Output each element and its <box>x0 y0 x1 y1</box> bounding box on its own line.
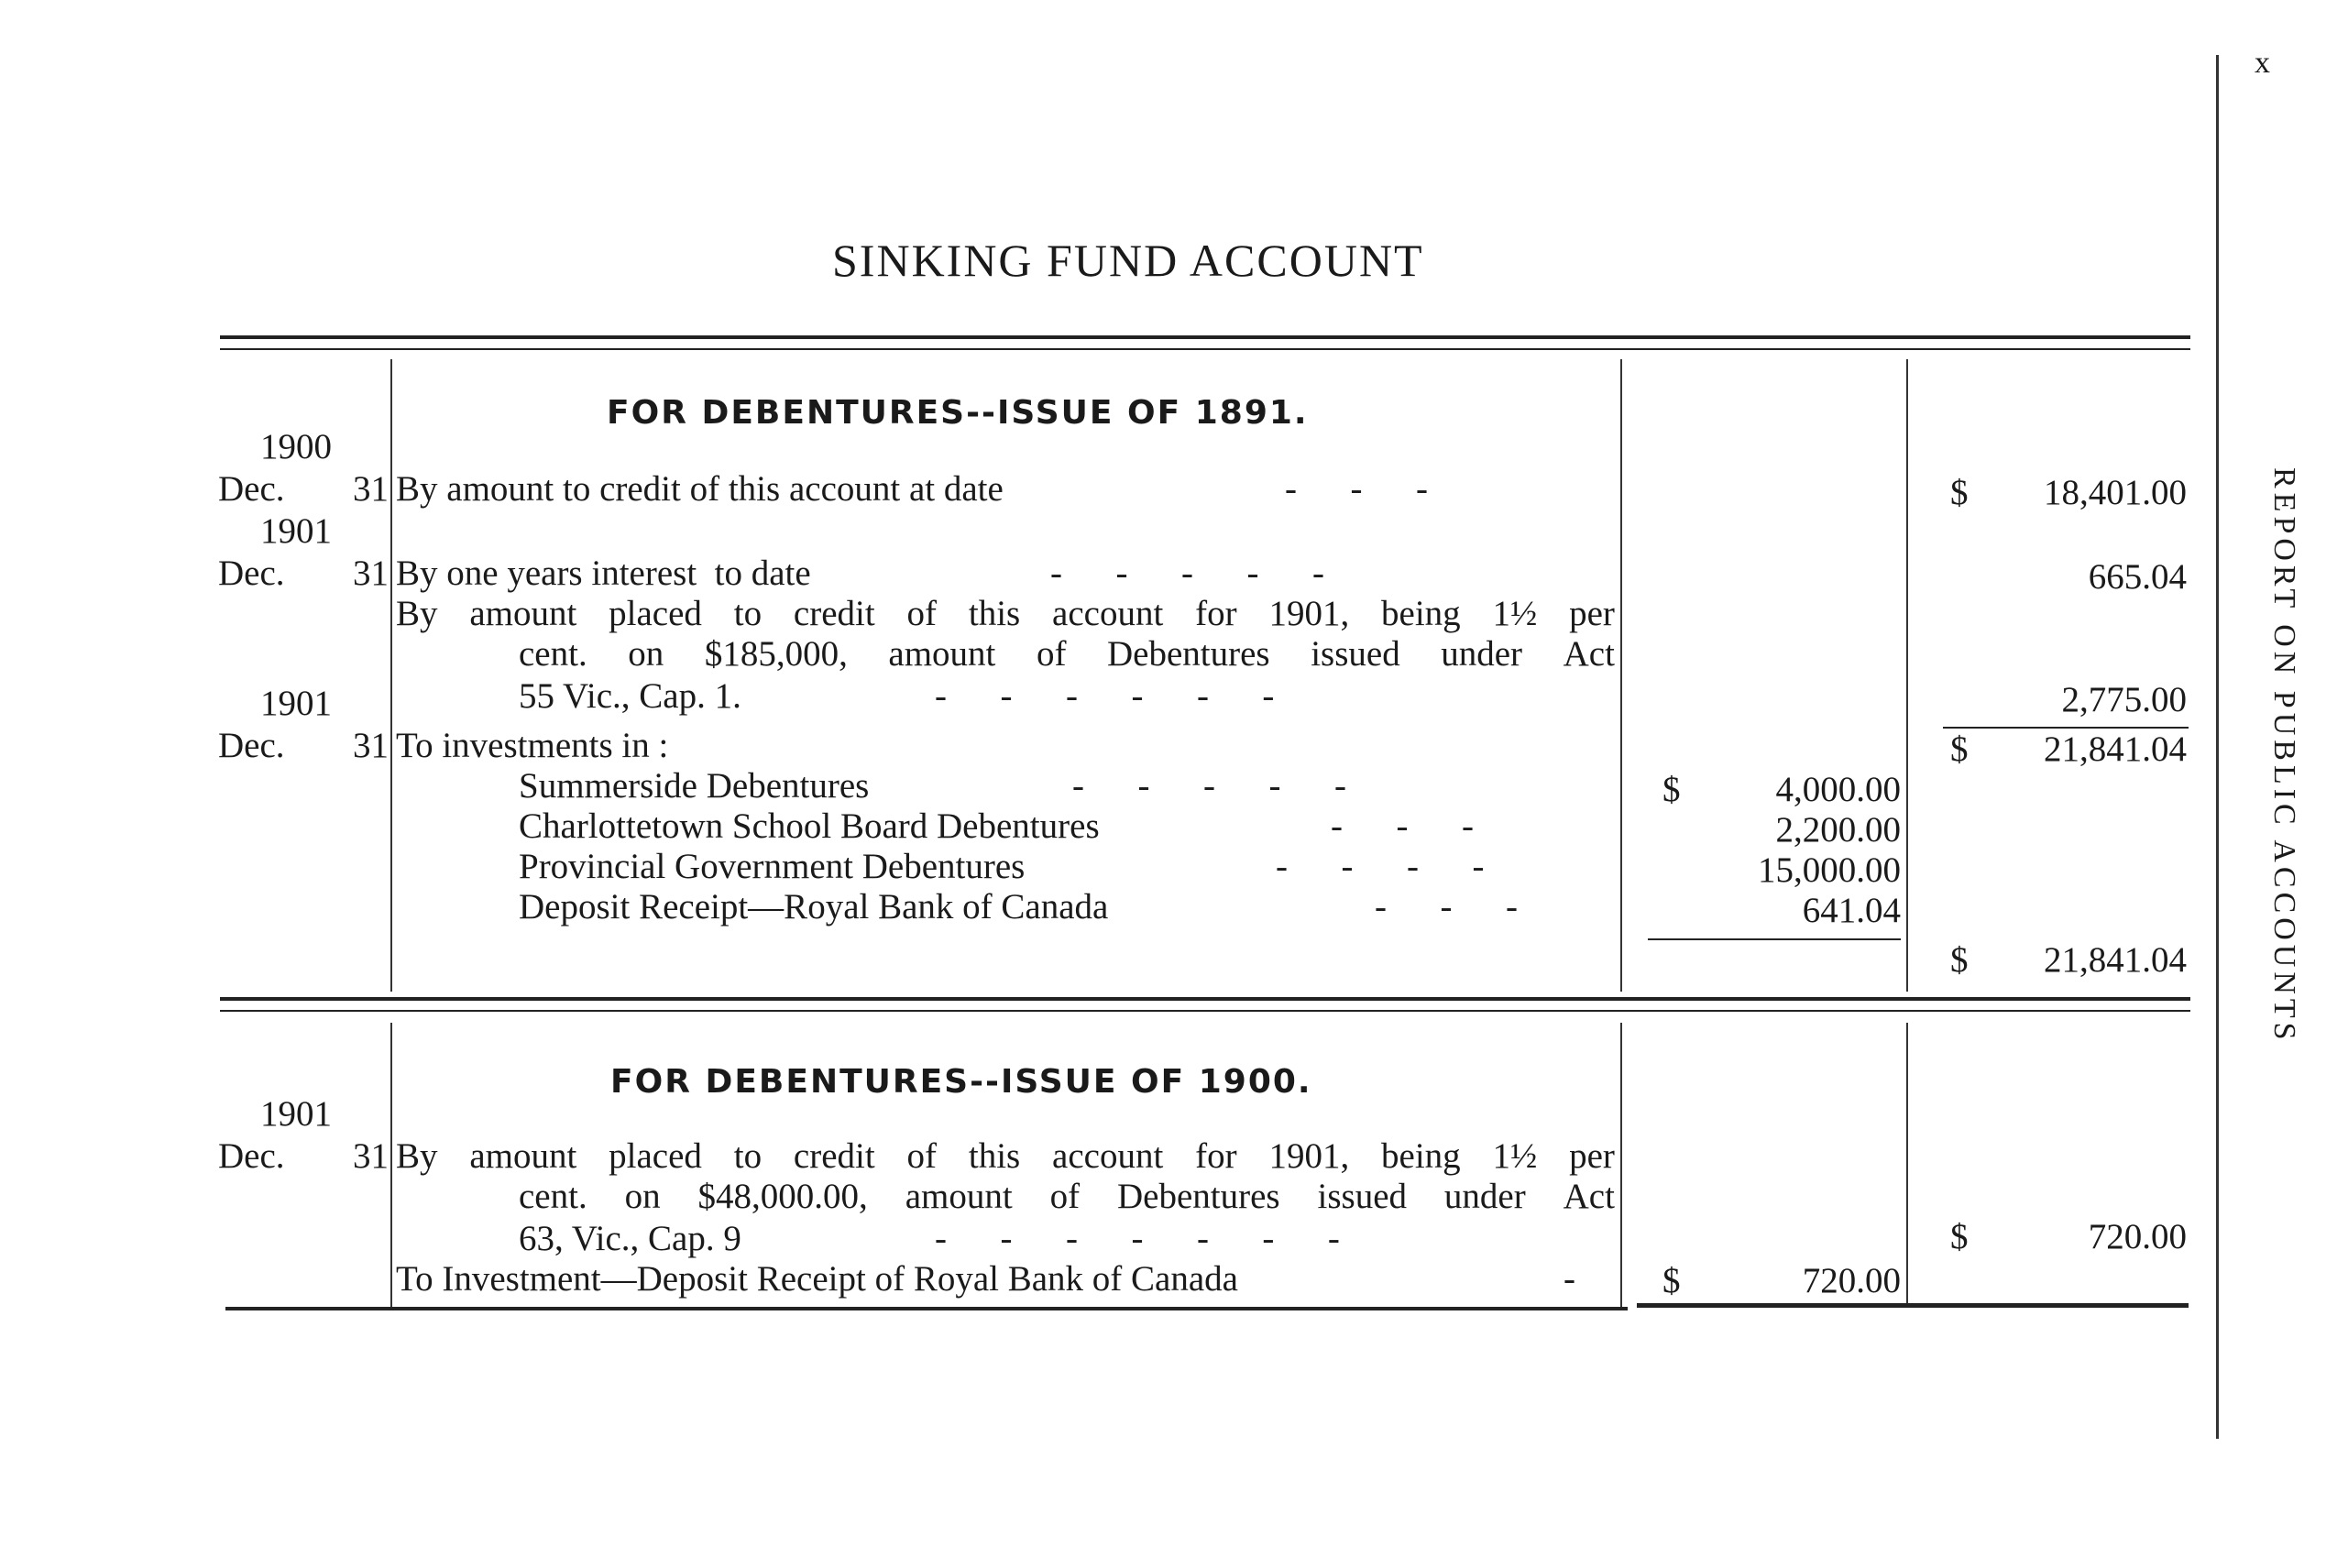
column-rule-date <box>390 359 392 992</box>
date-day: 31 <box>353 469 389 509</box>
word: Debentures <box>1116 1177 1280 1216</box>
investment-name: Summerside Debentures <box>519 766 870 806</box>
date-day: 31 <box>353 726 389 765</box>
word: 1901, <box>1268 594 1350 633</box>
leader-dashes: - - - - - - <box>935 676 1275 716</box>
right-margin-rule <box>2216 55 2219 1439</box>
word: being <box>1381 1136 1461 1176</box>
entry-text-line-2 <box>519 1177 1615 1217</box>
top-rule <box>220 335 2190 339</box>
column-rule-amount <box>1906 359 1908 992</box>
date-month: Dec. <box>218 1136 285 1176</box>
entry-text: By one years interest to date <box>396 554 811 593</box>
word: per <box>1569 1136 1615 1176</box>
investment-amount: 4,000.00 <box>1775 770 1901 809</box>
word: placed <box>609 594 702 633</box>
word: account <box>1052 594 1164 633</box>
word: for <box>1195 1136 1237 1176</box>
page-number: x <box>2255 46 2270 80</box>
column-rule-amount <box>1906 1023 1908 1307</box>
entry-text-line-1 <box>396 594 1615 634</box>
word: amount <box>469 1136 577 1176</box>
investment-name: Deposit Receipt—Royal Bank of Canada <box>519 887 1109 927</box>
leader-dashes: - <box>1564 1259 1575 1299</box>
word: amount <box>888 634 996 674</box>
section-divider <box>220 997 2190 1001</box>
word: of <box>1049 1177 1081 1216</box>
column-rule-text <box>1620 1023 1622 1307</box>
column-rule-date <box>390 1023 392 1307</box>
word: for <box>1195 594 1237 633</box>
word: credit <box>793 594 875 633</box>
word: Debentures <box>1107 634 1270 674</box>
side-running-head: REPORT ON PUBLIC ACCOUNTS <box>2267 467 2301 1045</box>
credit-amount: 2,775.00 <box>2061 680 2187 719</box>
word: of <box>1036 634 1067 674</box>
word: of <box>906 1136 938 1176</box>
subtotal-rule <box>1943 727 2189 729</box>
investment-amount: 15,000.00 <box>1758 850 1901 890</box>
entry-text: By amount to credit of this account at date <box>396 469 1004 509</box>
leader-dashes: - - - - - <box>1050 554 1324 593</box>
word: under <box>1441 634 1523 674</box>
word: being <box>1381 594 1461 633</box>
word: cent. <box>519 634 587 674</box>
word: issued <box>1311 634 1400 674</box>
word: 1½ <box>1492 1136 1538 1176</box>
word: under <box>1443 1177 1526 1216</box>
word: amount <box>905 1177 1013 1216</box>
word: per <box>1569 594 1615 633</box>
bottom-rule <box>225 1307 1628 1310</box>
credit-amount: 720.00 <box>2088 1217 2187 1256</box>
word: issued <box>1317 1177 1407 1216</box>
word: this <box>968 1136 1021 1176</box>
leader-dashes: - - - <box>1285 469 1428 509</box>
investment-name: Provincial Government Debentures <box>519 847 1026 886</box>
entry-text-line-2 <box>519 634 1615 674</box>
year-label: 1901 <box>260 1094 332 1134</box>
section-total: 21,841.04 <box>2044 940 2187 980</box>
leader-dashes: - - - <box>1375 887 1518 927</box>
word: of <box>906 594 938 633</box>
section-1891-heading: FOR DEBENTURES--ISSUE OF 1891. <box>607 394 1309 432</box>
subtotal-amount: 21,841.04 <box>2044 729 2187 769</box>
leader-dashes: - - - - - - - <box>935 1219 1340 1258</box>
credit-amount: 665.04 <box>2088 557 2187 597</box>
investment-amount: 641.04 <box>1802 891 1901 930</box>
dollar-sign: $ <box>1950 940 1969 980</box>
word: to <box>733 1136 763 1176</box>
dollar-sign: $ <box>1950 729 1969 769</box>
word: By <box>396 594 438 633</box>
word: $48,000.00, <box>697 1177 868 1216</box>
leader-dashes: - - - - - <box>1072 766 1346 806</box>
date-day: 31 <box>353 554 389 593</box>
page-title: SINKING FUND ACCOUNT <box>832 235 1424 286</box>
year-label: 1901 <box>260 511 332 551</box>
entry-text-line-3: 63, Vic., Cap. 9 <box>519 1219 741 1258</box>
date-day: 31 <box>353 1136 389 1176</box>
word: placed <box>609 1136 702 1176</box>
top-rule-thin <box>220 348 2190 350</box>
word: 1½ <box>1492 594 1538 633</box>
entry-text-line-3: 55 Vic., Cap. 1. <box>519 676 741 716</box>
word: 1901, <box>1268 1136 1350 1176</box>
entry-text: To investments in : <box>396 726 669 765</box>
word: amount <box>469 594 577 633</box>
investments-rule <box>1648 938 1901 940</box>
credit-amount: 18,401.00 <box>2044 473 2187 512</box>
investment-amount: 720.00 <box>1802 1261 1901 1300</box>
dollar-sign: $ <box>1950 473 1969 512</box>
year-label: 1901 <box>260 684 332 723</box>
word: on <box>628 634 664 674</box>
word: on <box>624 1177 661 1216</box>
date-month: Dec. <box>218 469 285 509</box>
date-month: Dec. <box>218 554 285 593</box>
entry-text-line-1 <box>396 1136 1615 1177</box>
word: By <box>396 1136 438 1176</box>
leader-dashes: - - - - <box>1276 847 1485 886</box>
dollar-sign: $ <box>1662 1261 1681 1300</box>
dollar-sign: $ <box>1950 1217 1969 1256</box>
word: this <box>968 594 1021 633</box>
entry-text: To Investment—Deposit Receipt of Royal Bank of Canada <box>396 1259 1238 1299</box>
leader-dashes: - - - <box>1331 806 1474 846</box>
word: Act <box>1563 1177 1615 1216</box>
investment-amount: 2,200.00 <box>1775 810 1901 850</box>
date-month: Dec. <box>218 726 285 765</box>
word: credit <box>793 1136 875 1176</box>
section-1900-heading: FOR DEBENTURES--ISSUE OF 1900. <box>610 1063 1312 1101</box>
word: account <box>1052 1136 1164 1176</box>
column-rule-text <box>1620 359 1622 992</box>
word: $185,000, <box>704 634 848 674</box>
word: to <box>733 594 763 633</box>
word: Act <box>1563 634 1615 674</box>
bottom-rule-right <box>1637 1303 2189 1308</box>
year-label: 1900 <box>260 427 332 466</box>
word: cent. <box>519 1177 587 1216</box>
investment-name: Charlottetown School Board Debentures <box>519 806 1100 846</box>
dollar-sign: $ <box>1662 770 1681 809</box>
section-divider-thin <box>220 1010 2190 1012</box>
